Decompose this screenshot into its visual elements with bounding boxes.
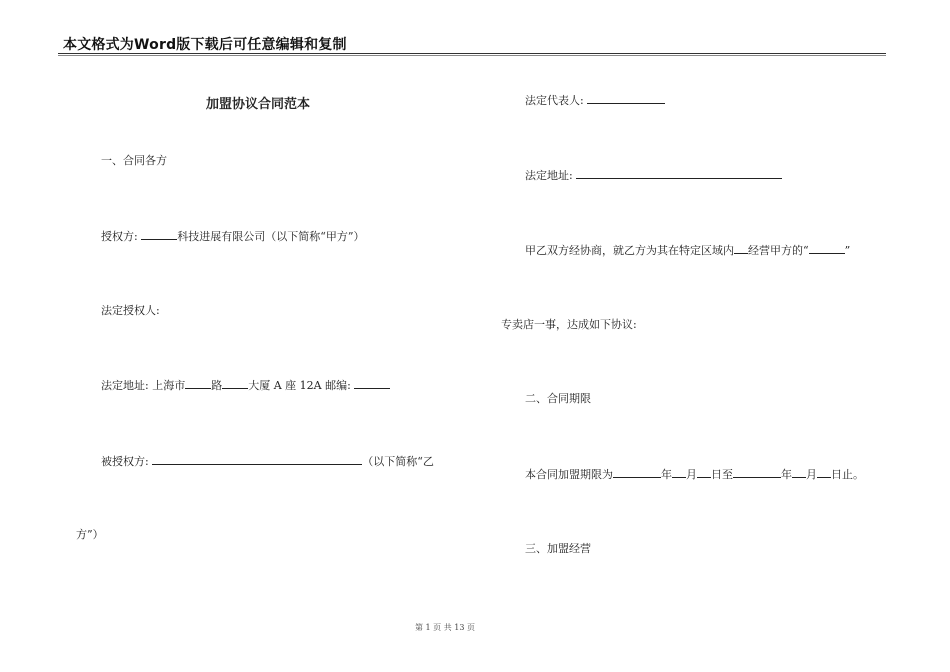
section-heading-parties: 一、合同各方 bbox=[101, 154, 167, 167]
day-to-text: 日至 bbox=[711, 468, 733, 481]
negotiation-line-cont: 专卖店一事，达成如下协议: bbox=[501, 318, 637, 331]
grantee-line bbox=[101, 454, 434, 469]
negotiation-text-c: ” bbox=[844, 244, 851, 257]
day-end-text: 日止。 bbox=[831, 468, 864, 481]
month-text: 月 bbox=[686, 468, 697, 481]
negotiation-text-a: 甲乙双方经协商，就乙方为其在特定区域内 bbox=[525, 244, 734, 257]
grantee-line-cont: 方”） bbox=[76, 528, 104, 541]
postcode-blank bbox=[354, 378, 390, 389]
legal-rep-blank bbox=[587, 93, 665, 104]
section-heading-operation: 三、加盟经营 bbox=[525, 542, 591, 555]
grantee-name-blank bbox=[152, 454, 362, 465]
building-text: 大厦 A 座 12A 邮编: bbox=[248, 379, 355, 392]
end-day-blank bbox=[817, 467, 831, 478]
end-month-blank bbox=[792, 467, 806, 478]
address-line bbox=[101, 378, 390, 393]
term-label: 本合同加盟期限为 bbox=[525, 468, 613, 481]
grantor-name-blank bbox=[141, 229, 177, 240]
term-line bbox=[525, 467, 864, 482]
negotiation-line bbox=[525, 243, 850, 258]
start-year-blank bbox=[613, 467, 661, 478]
section-heading-term: 二、合同期限 bbox=[525, 392, 591, 405]
grantor-company: 科技进展有限公司（以下简称“甲方”） bbox=[177, 230, 365, 243]
grantee-suffix: （以下简称“乙 bbox=[362, 455, 434, 468]
grantor-label: 授权方: bbox=[101, 230, 142, 243]
legal-rep-label: 法定代表人: bbox=[525, 94, 588, 107]
legal-rep-line bbox=[525, 93, 665, 108]
building-blank bbox=[222, 378, 248, 389]
start-day-blank bbox=[697, 467, 711, 478]
end-year-blank bbox=[733, 467, 781, 478]
negotiation-text-b: 经营甲方的“ bbox=[748, 244, 809, 257]
right-address-blank bbox=[576, 168, 782, 179]
right-address-label: 法定地址: bbox=[525, 169, 577, 182]
region-blank bbox=[734, 243, 748, 254]
legal-grantor-line: 法定授权人: bbox=[101, 304, 160, 317]
page-number: 第 1 页 共 13 页 bbox=[415, 623, 475, 632]
road-blank bbox=[185, 378, 211, 389]
download-banner: 本文格式为Word版下载后可任意编辑和复制 bbox=[63, 37, 347, 53]
grantor-line bbox=[101, 229, 364, 244]
right-address-line bbox=[525, 168, 782, 183]
grantee-label: 被授权方: bbox=[101, 455, 153, 468]
header-divider bbox=[58, 53, 886, 54]
document-title: 加盟协议合同范本 bbox=[206, 97, 311, 112]
year-text-end: 年 bbox=[781, 468, 792, 481]
road-text: 路 bbox=[211, 379, 223, 392]
month-text-end: 月 bbox=[806, 468, 817, 481]
header-divider-thin bbox=[58, 55, 886, 56]
start-month-blank bbox=[672, 467, 686, 478]
brand-blank bbox=[809, 243, 845, 254]
address-label: 法定地址: 上海市 bbox=[101, 379, 186, 392]
year-text: 年 bbox=[661, 468, 672, 481]
